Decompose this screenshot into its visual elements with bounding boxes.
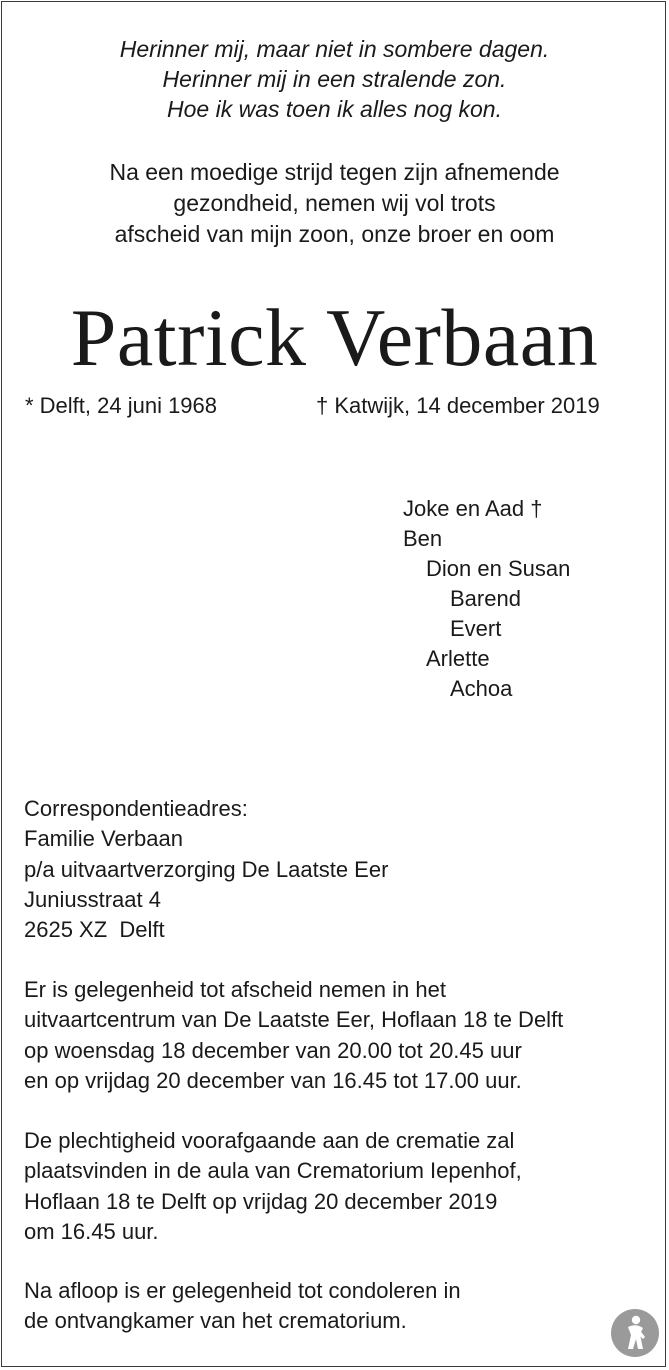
family-member: Ben (403, 526, 443, 551)
family-member: Evert (450, 616, 502, 641)
intro-text (0, 157, 669, 250)
address-line: 2625 XZ Delft (24, 917, 165, 943)
poem-line: Herinner mij, maar niet in sombere dagen. (119, 36, 550, 62)
ceremony-line: plaatsvinden in de aula van Crematorium Iepenhof, (24, 1158, 522, 1184)
death-date: † Katwijk, 14 december 2019 (316, 393, 600, 418)
family-member: Dion en Susan (426, 556, 571, 581)
intro-line: afscheid van mijn zoon, onze broer en oom (114, 221, 555, 247)
correspondence-address (24, 794, 388, 945)
address-line: Correspondentieadres: (24, 796, 248, 821)
viewing-info (24, 975, 563, 1096)
address-line: Familie Verbaan (24, 826, 183, 852)
family-member: Barend (450, 586, 521, 611)
family-list (403, 494, 570, 704)
family-member: Achoa (450, 676, 513, 701)
viewing-line: op woensdag 18 december van 20.00 tot 20.45 uur (24, 1037, 522, 1063)
intro-line: Na een moedige strijd tegen zijn afnemende (109, 159, 560, 185)
viewing-line: Er is gelegenheid tot afscheid nemen in het (24, 977, 446, 1002)
deceased-name: Patrick Verbaan (70, 292, 599, 383)
poem-line: Hoe ik was toen ik alles nog kon. (167, 96, 502, 122)
condolence-line: de ontvangkamer van het crematorium. (24, 1308, 407, 1334)
poem (0, 34, 669, 124)
family-member: Arlette (426, 646, 490, 671)
memorial-figure-icon (610, 1308, 660, 1358)
address-line: Juniusstraat 4 (24, 886, 161, 912)
ceremony-line: De plechtigheid voorafgaande aan de crematie zal (24, 1128, 515, 1153)
address-line: p/a uitvaartverzorging De Laatste Eer (24, 856, 389, 882)
viewing-line: en op vrijdag 20 december van 16.45 tot 17.00 uur. (24, 1067, 522, 1093)
intro-line: gezondheid, nemen wij vol trots (173, 190, 496, 216)
family-member: Joke en Aad † (403, 496, 543, 521)
ceremony-line: om 16.45 uur. (24, 1218, 159, 1244)
condolence-line: Na afloop is er gelegenheid tot condoleren in (24, 1278, 461, 1303)
condolence-info (24, 1276, 461, 1337)
birth-date: * Delft, 24 juni 1968 (25, 393, 218, 418)
ceremony-info (24, 1126, 522, 1247)
viewing-line: uitvaartcentrum van De Laatste Eer, Hoflaan 18 te Delft (24, 1007, 564, 1033)
ceremony-line: Hoflaan 18 te Delft op vrijdag 20 december 2019 (24, 1188, 498, 1214)
poem-line: Herinner mij in een stralende zon. (162, 66, 507, 92)
